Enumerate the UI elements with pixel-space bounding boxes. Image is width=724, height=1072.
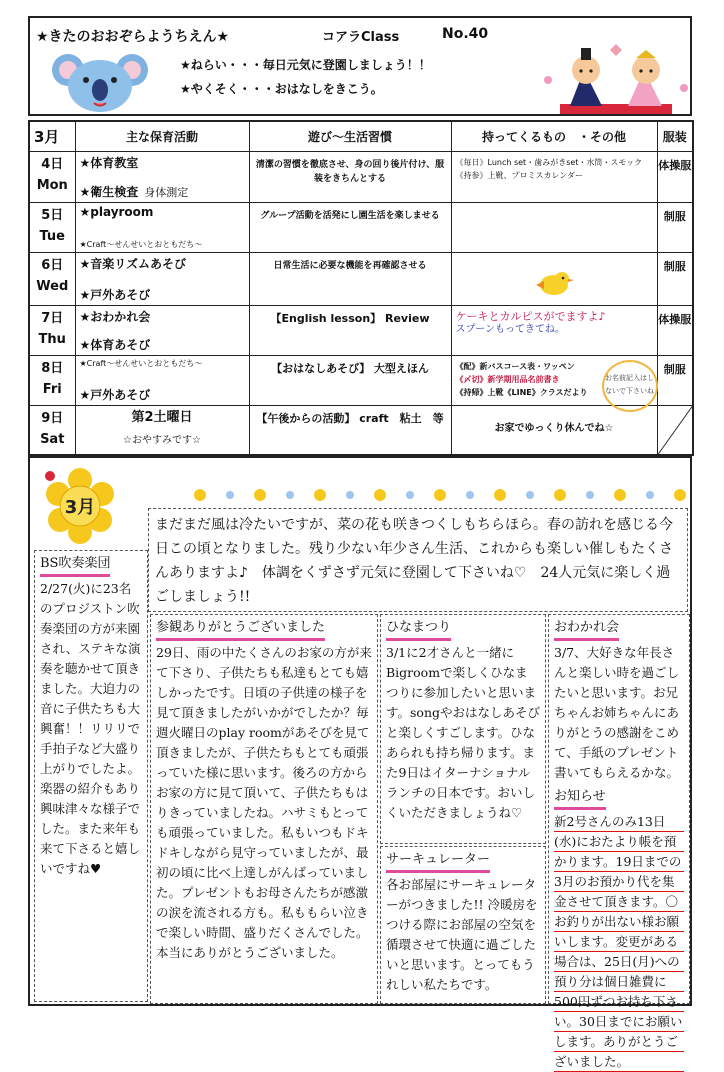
day-cell: 4日 Mon <box>29 151 75 202</box>
observation-thanks-body: 29日、雨の中たくさんのお家の方が来て下さり、子供たちも私達もとても嬉しかったです。日頃の子供達の様子を見て頂きましたがいかがでしたか？毎週火曜日のplay roomがあそびを見て頂きましたが、子供たちもとても頑張っていた様に思います。後ろの方からお家の方に見て頂いて、子供たちもはりきっていましたね。ハサミもとっても頑張っていました。私もいつもドキドキしながら見守っていましたが、最初の頃に比べ上達しがんばっていました。プレゼントもお母さんたちが感激の涙を流される方も。私ももらい泣きで楽しい時間、盛りだくさんでした。本当にありがとうございました。 <box>156 645 372 960</box>
day-cell: 8日 Fri <box>29 355 75 405</box>
activity-cell: 第2土曜日 ☆おやすみです☆ <box>75 405 249 455</box>
hinamatsuri-body: 3/1に2才さんと一緒にBigroomで楽しくひなまつりに参加したいと思います。songやおはなしあそびと楽しくすごします。ひなあられも持ち帰ります。また9日はイターナショナルランチの日本です。おいしくいただきましょうね♡ <box>386 645 540 820</box>
table-row <box>29 252 693 305</box>
hinamatsuri-title: ひなまつり <box>386 618 451 641</box>
issue-number: No.40 <box>442 26 489 42</box>
koala-icon <box>50 48 150 114</box>
table-row <box>29 202 693 252</box>
day-cell: 5日 Tue <box>29 202 75 252</box>
play-cell: グループ活動を活発にし園生活を楽しませる <box>249 202 451 252</box>
clothes-cell: 制服 <box>657 252 693 305</box>
notice-title: お知らせ <box>554 787 606 810</box>
intro-message: まだまだ風は冷たいですが、菜の花も咲きつくしもちらほら。春の訪れを感じる今日この頃となりました。残り少ない年少さん生活、これからも楽しい催しもたくさんありますよ♪ 体調をくずさず元気に登園して下さいね♡ 24人元気に楽しく過ごしましょう!! <box>148 508 688 612</box>
play-cell: 【午後からの活動】 craft 粘土 等 <box>249 405 451 455</box>
observation-thanks-section <box>150 614 378 1004</box>
activity-cell: ★おわかれ会 ★体育あそび <box>75 305 249 355</box>
farewell-title: おわかれ会 <box>554 618 619 641</box>
bring-cell: ケーキとカルピスがでますよ♪ スプーンもってきてね。 <box>451 305 657 355</box>
bring-cell: 《配》新バスコース表・ワッペン 《〆切》新学期用品名前書き 《持帰》上靴《LINE》クラスだより お名前記入はしないで下さいね <box>451 355 657 405</box>
chick-icon <box>532 267 576 297</box>
play-cell: 【おはなしあそび】 大型えほん <box>249 355 451 405</box>
class-name: コアラClass <box>322 30 400 45</box>
header <box>28 16 692 116</box>
circulator-section <box>380 846 546 1004</box>
play-header: 遊び～生活習慣 <box>249 121 451 151</box>
school-name: ★きたのおおぞらようちえん★ <box>36 29 230 45</box>
activity-cell: ★体育教室 ★衛生検査 身体測定 <box>75 151 249 202</box>
circulator-title: サーキュレーター <box>386 850 490 873</box>
activity-cell: ★playroom ★Craft～せんせいとおともだち～ <box>75 202 249 252</box>
table-row <box>29 151 693 202</box>
table-row <box>29 305 693 355</box>
newsletter-page <box>28 16 692 1069</box>
circulator-body: 各お部屋にサーキュレーターがつきました!! 冷暖房をつける際にお部屋の空気を循環させて快適に過ごしたいと思います。とってもうれしい私たちです。 <box>386 877 538 992</box>
farewell-section <box>548 614 690 1069</box>
clothes-cell <box>657 405 693 455</box>
bs-band-section <box>34 550 148 1002</box>
badge-month: 3月 <box>64 497 96 518</box>
notice-body: 新2号さんのみ13日(水)におたより帳を預かります。19日までの3月のお預かり代を集金させて頂きます。〇お釣りが出ない様お願いします。変更がある場合は、25日(月)への預り分は個日雑費に500円ずつお持ち下さい。30日までにお願いします。ありがとうございました。 <box>554 812 684 1072</box>
day-cell: 9日 Sat <box>29 405 75 455</box>
bring-header: 持ってくるもの ・その他 <box>451 121 657 151</box>
day-cell: 7日 Thu <box>29 305 75 355</box>
table-row <box>29 355 693 405</box>
day-cell: 6日 Wed <box>29 252 75 305</box>
clothes-cell: 制服 <box>657 202 693 252</box>
clothes-header: 服装 <box>657 121 693 151</box>
bring-cell: 《毎日》Lunch set・歯みがきset・水筒・スモック 《持参》上靴、プロミスカレンダー <box>451 151 657 202</box>
play-cell: 日常生活に必要な機能を再確認させる <box>249 252 451 305</box>
table-row <box>29 405 693 455</box>
clothes-cell: 制服 <box>657 355 693 405</box>
hinamatsuri-section <box>380 614 546 844</box>
name-note-circle: お名前記入はしないで下さいね <box>602 360 658 412</box>
clothes-cell: 体操服 <box>657 305 693 355</box>
activity-cell: ★Craft～せんせいとおともだち～ ★戸外あそび <box>75 355 249 405</box>
month-header: 3月 <box>29 121 75 151</box>
play-cell: 【English lesson】 Review <box>249 305 451 355</box>
flower-border-icon <box>180 484 688 506</box>
farewell-body: 3/7、大好きな年長さんと楽しい時を過ごしたいと思います。お兄ちゃんお姉ちゃんにありがとうの感謝をこめて、手紙のプレゼント書いてもらえるかな。 <box>554 645 680 780</box>
bring-cell <box>451 252 657 305</box>
play-cell: 清潔の習慣を徹底させ、身の回り後片付け、服装をきちんとする <box>249 151 451 202</box>
bring-cell: お家でゆっくり休んでね☆ <box>451 405 657 455</box>
goal-aim: ★ねらい・・・毎日元気に登園しましょう！！ <box>180 58 431 72</box>
activity-header: 主な保育活動 <box>75 121 249 151</box>
bs-band-body: 2/27(火)に23名のプロジストン吹奏楽団の方が来園され、ステキな演奏を聴かせて頂きました。大迫力の音に子供たちも大興奮！！リリリで手拍子など大盛り上がりでしたよ。楽器の紹介もあり興味津々な様子でした。また来年も来て下さると嬉しいですね♥ <box>40 581 141 876</box>
weekly-schedule-table <box>28 120 694 456</box>
hina-dolls-icon <box>542 40 692 116</box>
goal-promise: ★やくそく・・・おはなしをきこう。 <box>180 82 383 96</box>
bs-band-title: BS吹奏楽団 <box>40 554 110 577</box>
activity-cell: ★音楽リズムあそび ★戸外あそび <box>75 252 249 305</box>
diagonal-line <box>658 406 693 455</box>
flower-badge-icon <box>40 466 120 546</box>
newsletter-body <box>28 456 692 1069</box>
clothes-cell: 体操服 <box>657 151 693 202</box>
observation-thanks-title: 参観ありがとうございました <box>156 618 325 641</box>
bring-cell <box>451 202 657 252</box>
